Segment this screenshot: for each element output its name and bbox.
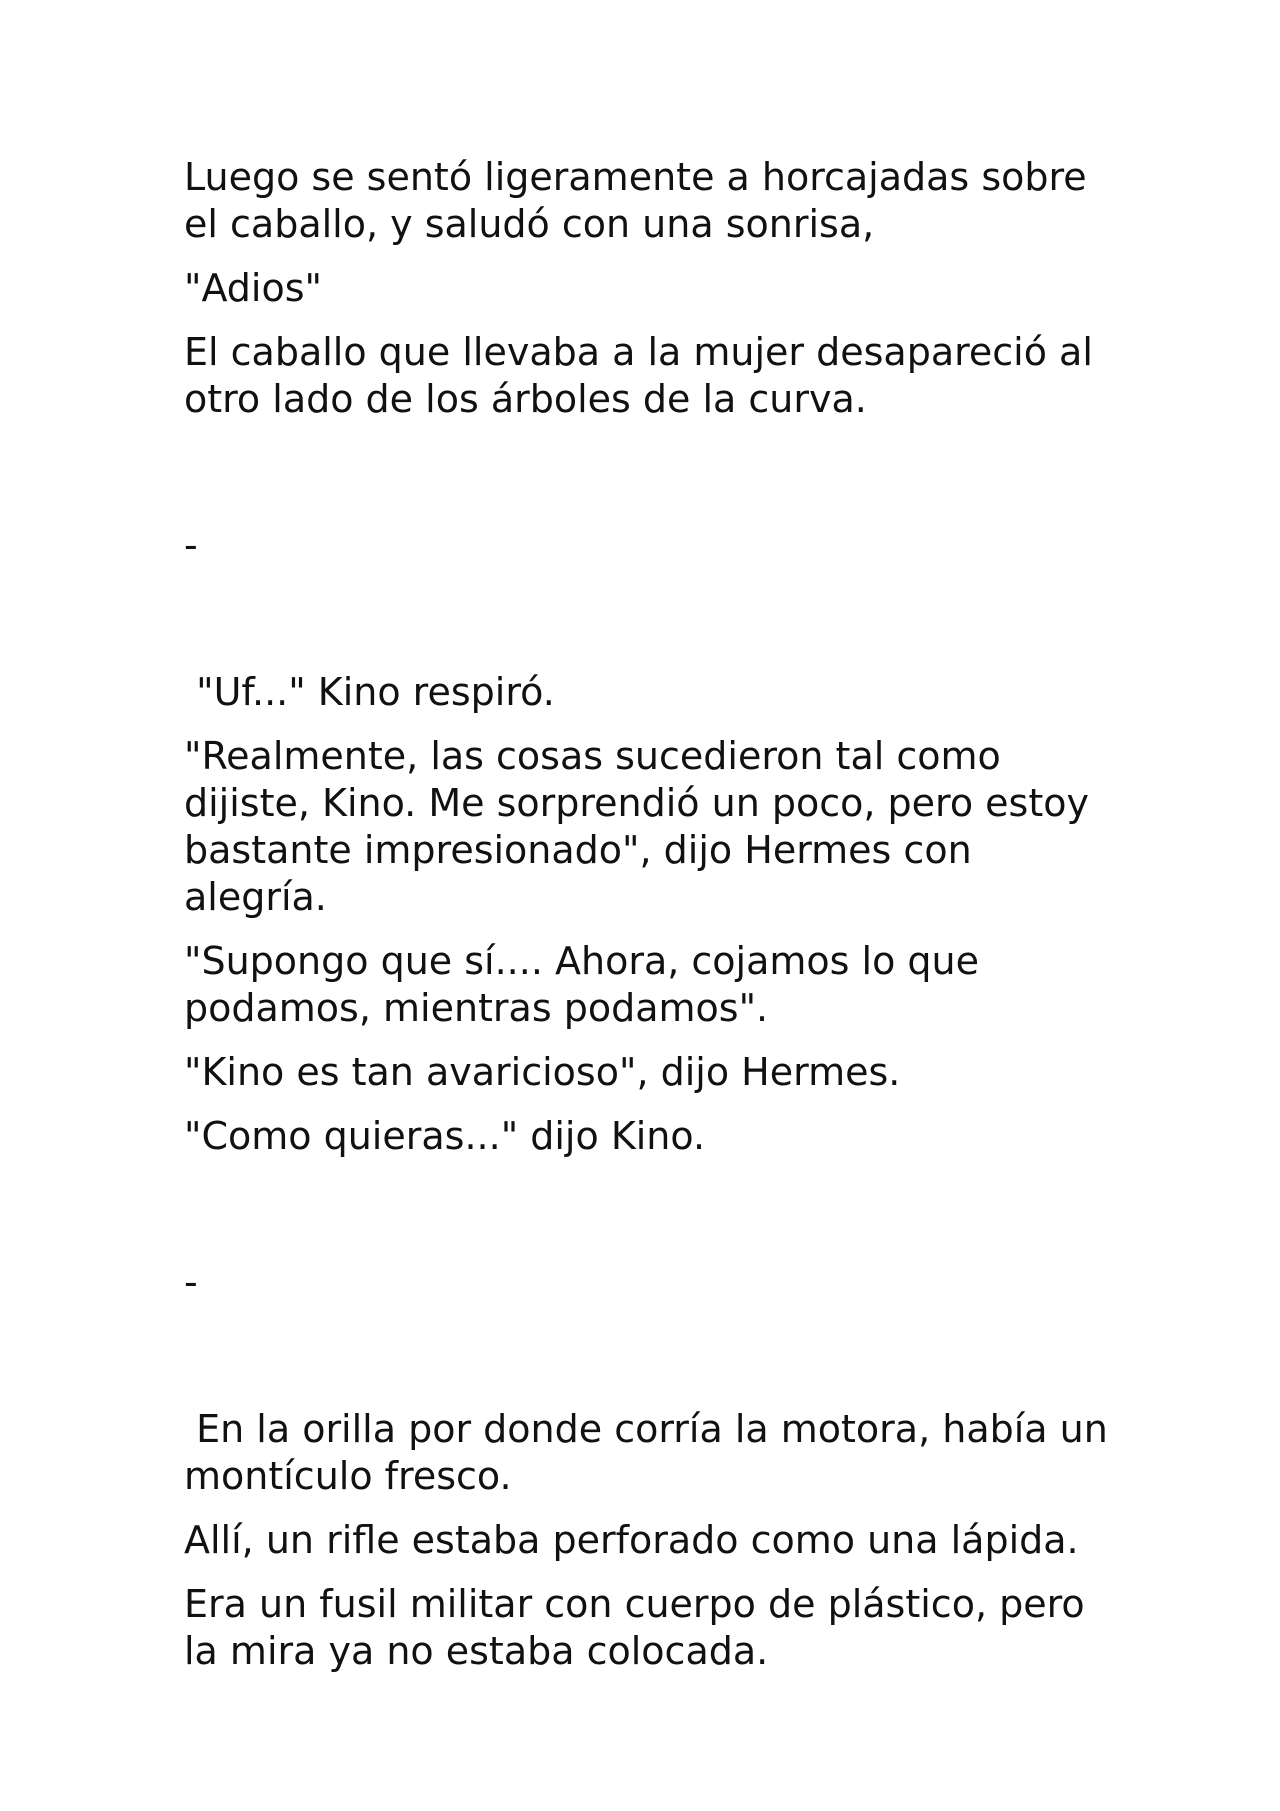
spacer xyxy=(184,1306,1124,1406)
text-body xyxy=(184,154,1124,1692)
paragraph: Era un fusil militar con cuerpo de plástico, pero la mira ya no estaba colocada. xyxy=(184,1582,1097,1673)
paragraph: "Kino es tan avaricioso", dijo Hermes. xyxy=(184,1050,901,1094)
paragraph: Luego se sentó ligeramente a horcajadas sobre el caballo, y saludó con una sonrisa, xyxy=(184,155,1099,246)
paragraph: En la orilla por donde corría la motora, había un montículo fresco. xyxy=(184,1407,1120,1498)
spacer xyxy=(184,569,1124,669)
section-separator: - xyxy=(184,523,198,567)
section-separator: - xyxy=(184,1260,198,1304)
paragraph: "Realmente, las cosas sucedieron tal como dijiste, Kino. Me sorprendió un poco, pero estoy bastante impresionado", dijo Hermes con alegría. xyxy=(184,734,1102,919)
paragraph: "Uf..." Kino respiró. xyxy=(184,670,555,714)
spacer xyxy=(184,1177,1124,1259)
paragraph: El caballo que llevaba a la mujer desapareció al otro lado de los árboles de la curva. xyxy=(184,330,1105,421)
paragraph: "Supongo que sí.... Ahora, cojamos lo que podamos, mientras podamos". xyxy=(184,939,992,1030)
paragraph: "Como quieras..." dijo Kino. xyxy=(184,1114,706,1158)
paragraph: "Adios" xyxy=(184,266,323,310)
spacer xyxy=(184,440,1124,522)
paragraph: Allí, un rifle estaba perforado como una lápida. xyxy=(184,1518,1079,1562)
